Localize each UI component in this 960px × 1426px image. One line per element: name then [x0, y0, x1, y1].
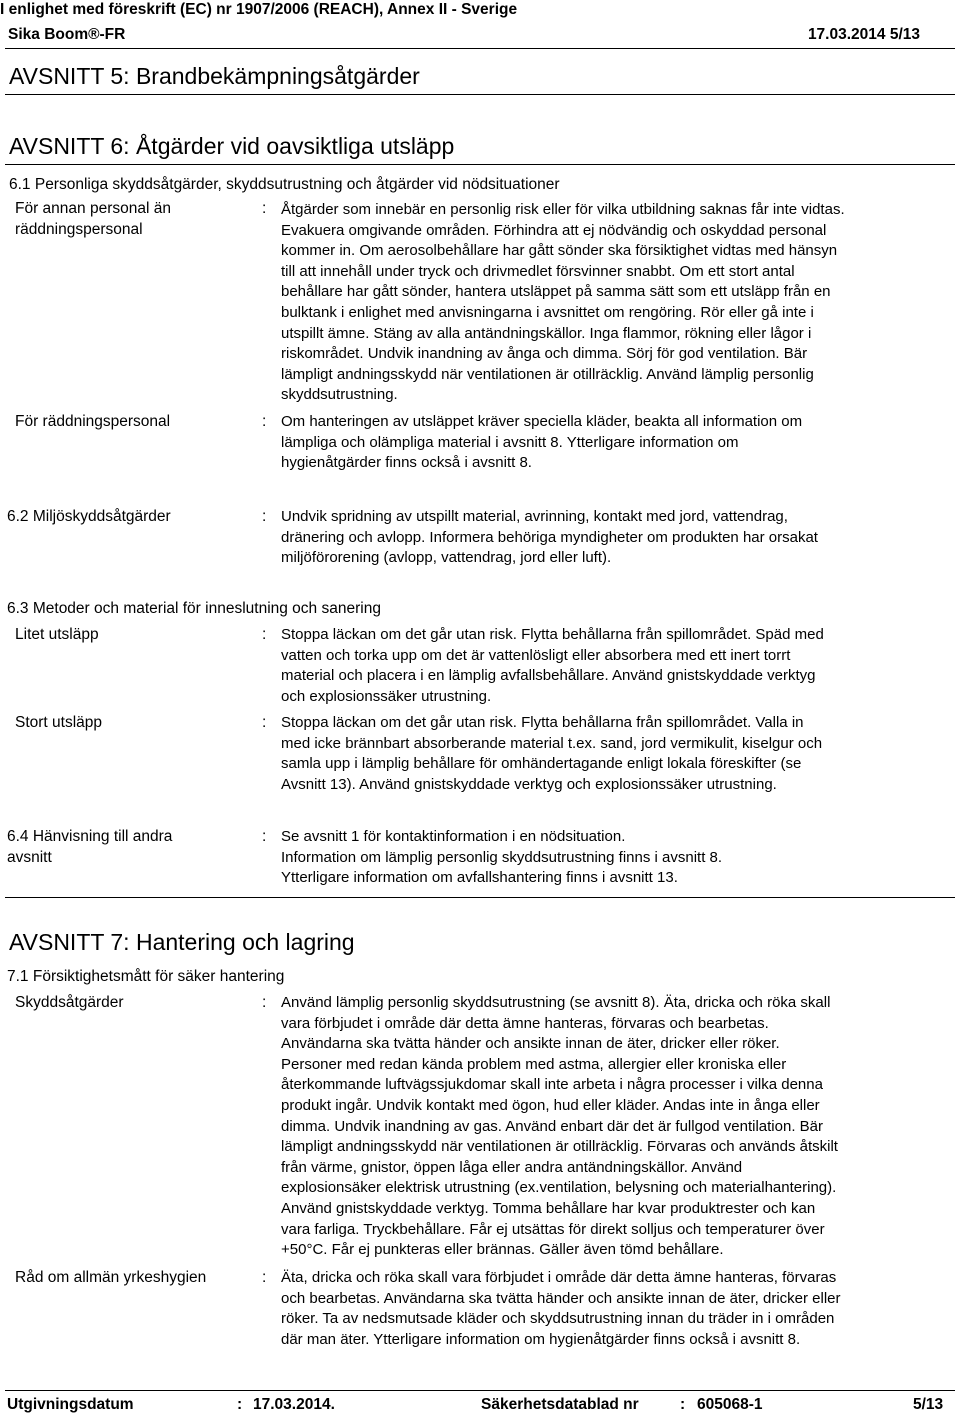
section7-top-rule	[5, 897, 955, 898]
colon: :	[262, 828, 267, 845]
footer-sds-number: 605068-1	[697, 1396, 763, 1413]
colon: :	[237, 1396, 243, 1413]
section5-rule	[5, 94, 955, 95]
footer-rule	[5, 1390, 955, 1391]
label-hygiene-advice: Råd om allmän yrkeshygien	[15, 1269, 207, 1286]
regulation-header: I enlighet med föreskrift (EC) nr 1907/2006 (REACH), Annex II - Sverige	[0, 1, 518, 18]
subheading-6-1: 6.1 Personliga skyddsåtgärder, skyddsutrustning och åtgärder vid nödsituationer	[9, 176, 560, 193]
footer-sds-label: Säkerhetsdatablad nr	[481, 1396, 639, 1413]
section6-rule	[5, 164, 955, 165]
section5-title: AVSNITT 5: Brandbekämpningsåtgärder	[9, 63, 420, 89]
product-name: Sika Boom®-FR	[8, 26, 126, 43]
product-header	[8, 25, 948, 45]
footer-issue-label: Utgivningsdatum	[7, 1396, 134, 1413]
colon: :	[262, 508, 267, 525]
colon: :	[262, 626, 267, 643]
label-references: 6.4 Hänvisning till andra avsnitt	[7, 828, 173, 866]
text-rescue-personnel: Om hanteringen av utsläppet kräver speciella kläder, beakta all information om lämpliga och olämpliga material i avsnitt 8. Ytterligare information om hygienåtgärder finns också i avsnitt 8.	[281, 413, 803, 472]
label-other-personnel: För annan personal än räddningspersonal	[15, 200, 171, 238]
label-large-spill: Stort utsläpp	[15, 714, 103, 731]
label-small-spill: Litet utsläpp	[15, 626, 99, 643]
section7-title: AVSNITT 7: Hantering och lagring	[9, 929, 355, 955]
label-environment: 6.2 Miljöskyddsåtgärder	[7, 508, 171, 525]
header-rule	[5, 48, 955, 49]
date-page: 17.03.2014 5/13	[807, 26, 920, 43]
colon: :	[262, 413, 267, 430]
text-large-spill: Stoppa läckan om det går utan risk. Flytta behållarna från spillområdet. Valla in med icke brännbart absorberande material t.ex. sand, jord vermikulit, kiselgur och samla upp i lämplig behållare för omhändertagande enligt lokala föreskifter (se Avsnitt 13). Använd gnistskyddade verktyg och explosionssäker utrustning.	[281, 714, 823, 793]
subheading-7-1: 7.1 Försiktighetsmått för säker hantering	[7, 968, 285, 985]
subheading-6-3: 6.3 Metoder och material för inneslutning och sanering	[7, 600, 381, 617]
footer-page: 5/13	[913, 1396, 944, 1413]
colon: :	[262, 994, 267, 1011]
colon: :	[262, 200, 267, 217]
colon: :	[262, 714, 267, 731]
label-rescue-personnel: För räddningspersonal	[15, 413, 171, 430]
label-protective-measures: Skyddsåtgärder	[15, 994, 124, 1011]
text-small-spill: Stoppa läckan om det går utan risk. Flytta behållarna från spillområdet. Späd med vatten och torka upp om det är vattenlösligt eller absorbera med ett inert torrt material och placera i en lämplig avfallsbehållare. Använd gnistskyddade verktyg och explosionssäker utrustning.	[281, 626, 824, 705]
text-other-personnel: Åtgärder som innebär en personlig risk eller för vilka utbildning saknas får inte vidtas. Evakuera omgivande områden. Förhindra att ej nödvändig och oskyddad personal kommer in. Om aerosolbehållare har gått sönder ska försiktighet vidtas med hänsyn till att innehåll under tryck och drivmedlet försvinner snabbt. Om ett stort antal behållare har gått sönder, hantera utsläppet på samma sätt som ett utsläpp från en bulktank i enlighet med anvisningarna i avsnittet om rengöring. Rör eller gå inte i utspillt ämne. Stäng av alla antändningskällor. Inga flammor, rökning eller lågor i riskområdet. Undvik inandning av ånga och dimma. Sörj för god ventilation. Bär lämpligt andningsskydd när ventilationen är otillräcklig. Använd lämplig personlig skyddsutrustning.	[281, 201, 845, 404]
text-hygiene-advice: Äta, dricka och röka skall vara förbjudet i område där detta ämne hanteras, förvaras och bearbetas. Användarna ska tvätta händer och ansikte innan de äter, dricker eller röker. Ta av nedsmutsade kläder och skyddsutrustning innan du träder in i områden där man äter. Ytterligare information om hygienåtgärder finns också i avsnitt 8.	[281, 1269, 841, 1348]
text-environment: Undvik spridning av utspillt material, avrinning, kontakt med jord, vattendrag, dränering och avlopp. Informera behöriga myndigheter om produkten har orsakat miljöförorening (avlopp, vattendrag, jord eller luft).	[281, 508, 818, 567]
footer-issue-date: 17.03.2014.	[253, 1396, 335, 1413]
text-references: Se avsnitt 1 för kontaktinformation i en nödsituation. Information om lämplig personlig skyddsutrustning finns i avsnitt 8. Ytterligare information om avfallshantering finns i avsnitt 13.	[281, 828, 723, 887]
text-protective-measures: Använd lämplig personlig skyddsutrustning (se avsnitt 8). Äta, dricka och röka skall vara förbjudet i område där detta ämne hanteras, förvaras och bearbetas. Användarna ska tvätta händer och ansikte innan de äter, dricker eller röker. Personer med redan kända problem med astma, allergier eller kroniska eller återkommande luftvägssjukdomar skall inte arbeta i några processer i vilka denna produkt ingår. Undvik kontakt med ögon, hud eller kläder. Andas inte in ånga eller dimma. Undvik inandning av gas. Använd enbart där det är fullgod ventilation. Bär lämpligt andningsskydd när ventilationen är otillräcklig. Förvaras och används åtskilt från värme, gnistor, öppen låga eller andra antändningskällor. Använd explosionsäker elektrisk utrustning (ex.ventilation, belysning och materialhantering). Använd gnistskyddade verktyg. Tomma behållare har kvar produktrester och kan vara farliga. Tryckbehållare. Får ej utsättas för direkt solljus och temperaturer över +50°C. Får ej punkteras eller brännas. Gäller även tömd behållare.	[281, 994, 838, 1259]
section6-title: AVSNITT 6: Åtgärder vid oavsiktliga utsläpp	[9, 133, 455, 159]
colon: :	[262, 1269, 267, 1286]
colon: :	[680, 1396, 686, 1413]
